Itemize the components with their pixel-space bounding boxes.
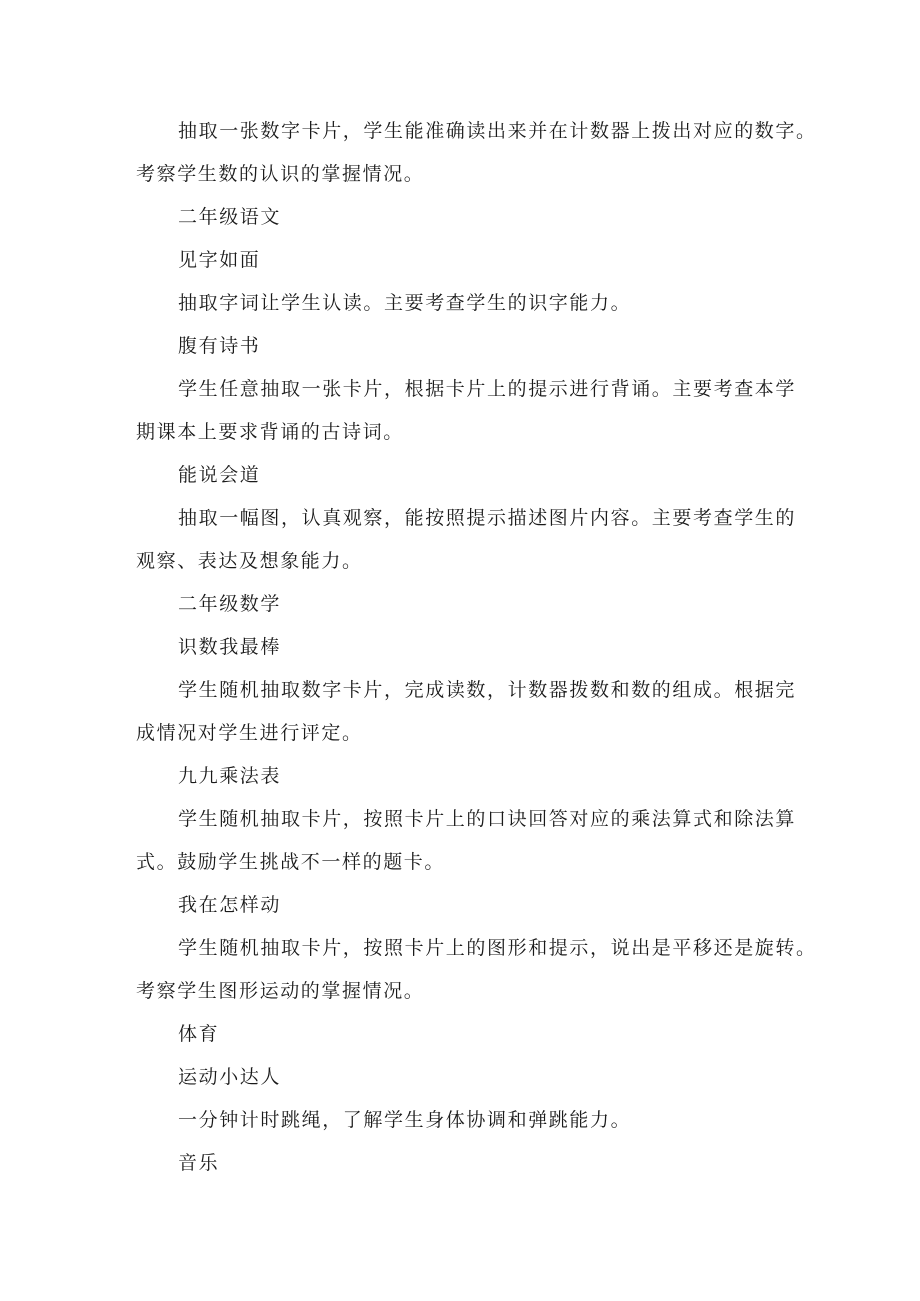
paragraph-line: 抽取一张数字卡片，学生能准确读出来并在计数器上拨出对应的数字。 — [178, 120, 817, 142]
paragraph-line: 考察学生图形运动的掌握情况。 — [136, 980, 425, 1002]
item-heading: 腹有诗书 — [178, 335, 261, 357]
item-heading: 见字如面 — [178, 249, 261, 271]
item-heading: 识数我最棒 — [178, 636, 282, 658]
item-heading: 运动小达人 — [178, 1066, 282, 1088]
paragraph-line: 抽取字词让学生认读。主要考查学生的识字能力。 — [178, 292, 632, 314]
item-heading: 九九乘法表 — [178, 765, 282, 787]
paragraph-line: 一分钟计时跳绳，了解学生身体协调和弹跳能力。 — [178, 1109, 632, 1131]
section-heading: 音乐 — [178, 1152, 220, 1174]
paragraph-line: 式。鼓励学生挑战不一样的题卡。 — [136, 851, 446, 873]
item-heading: 能说会道 — [178, 464, 261, 486]
paragraph-line: 考察学生数的认识的掌握情况。 — [136, 163, 425, 185]
section-heading: 二年级数学 — [178, 593, 282, 615]
paragraph-line: 学生随机抽取数字卡片，完成读数，计数器拨数和数的组成。根据完 — [178, 679, 797, 701]
section-heading: 体育 — [178, 1023, 220, 1045]
paragraph-line: 学生随机抽取卡片，按照卡片上的口诀回答对应的乘法算式和除法算 — [178, 808, 797, 830]
paragraph-line: 期课本上要求背诵的古诗词。 — [136, 421, 404, 443]
section-heading: 二年级语文 — [178, 206, 282, 228]
document-body — [136, 110, 817, 1185]
item-heading: 我在怎样动 — [178, 894, 282, 916]
paragraph-line: 抽取一幅图，认真观察，能按照提示描述图片内容。主要考查学生的 — [178, 507, 797, 529]
paragraph-line: 观察、表达及想象能力。 — [136, 550, 363, 572]
paragraph-line: 学生随机抽取卡片，按照卡片上的图形和提示，说出是平移还是旋转。 — [178, 937, 817, 959]
paragraph-line: 成情况对学生进行评定。 — [136, 722, 363, 744]
paragraph-line: 学生任意抽取一张卡片，根据卡片上的提示进行背诵。主要考查本学 — [178, 378, 797, 400]
